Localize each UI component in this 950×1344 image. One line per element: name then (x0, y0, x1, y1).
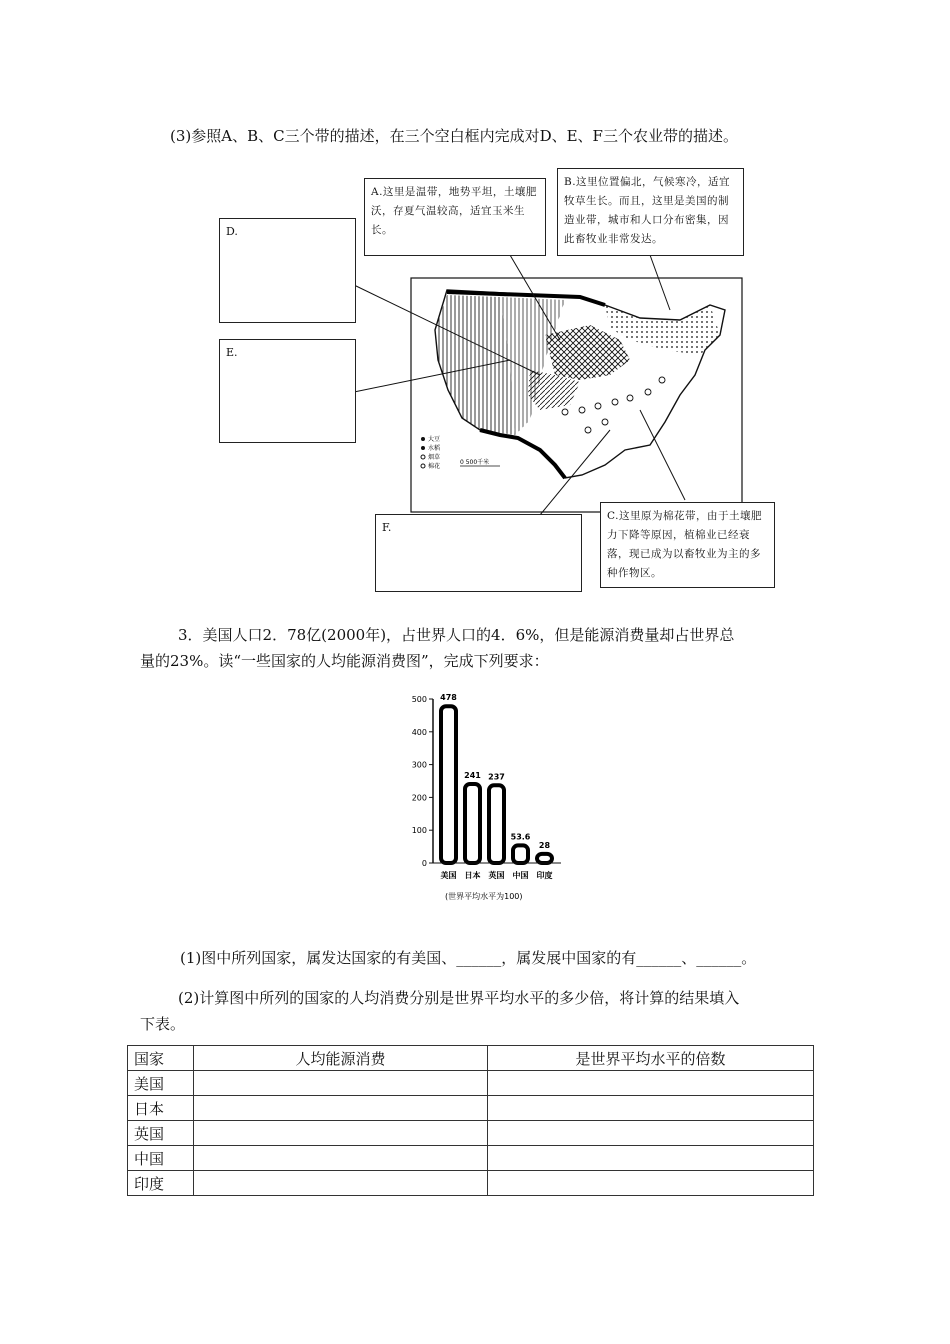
energy-cell[interactable] (194, 1146, 488, 1171)
energy-consumption-chart (400, 683, 600, 913)
energy-cell[interactable] (194, 1171, 488, 1196)
row-country: 印度 (128, 1171, 194, 1196)
table-row (128, 1146, 814, 1171)
y-tick-label: 300 (411, 760, 427, 770)
multiple-cell[interactable] (488, 1096, 814, 1121)
multiple-cell[interactable] (488, 1171, 814, 1196)
sub2-line2: 下表。 (140, 1015, 186, 1033)
value-label: 241 (464, 770, 481, 780)
table-header-row (128, 1046, 814, 1071)
q3-title: (3)参照A、B、C三个带的描述，在三个空白框内完成对D、E、F三个农业带的描述。 (170, 127, 738, 145)
energy-cell[interactable] (194, 1121, 488, 1146)
legend-cotton: 棉花 (428, 463, 441, 470)
y-tick-label: 100 (411, 826, 427, 836)
box-f[interactable] (375, 514, 582, 592)
box-e[interactable] (219, 339, 356, 443)
header-multiple: 是世界平均水平的倍数 (488, 1046, 814, 1071)
multiple-cell[interactable] (488, 1121, 814, 1146)
box-b-description: B.这里位置偏北，气候寒冷，适宜牧草生长。而且，这里是美国的制造业带，城市和人口分布密集，因此畜牧业非常发达。 (557, 168, 744, 256)
value-label: 28 (538, 840, 551, 850)
bar-日本 (465, 784, 480, 863)
legend-rice: 水稻 (428, 445, 441, 452)
multiple-cell[interactable] (488, 1146, 814, 1171)
table-row (128, 1071, 814, 1096)
box-d-label: D. (226, 225, 238, 238)
value-label: 237 (488, 772, 505, 782)
category-label: 中国 (512, 871, 529, 880)
q3-main-line1: 3．美国人口2．78亿(2000年)，占世界人口的4．6%，但是能源消费量却占世界总 (178, 626, 735, 644)
bar-英国 (489, 785, 504, 863)
sub1-text: (1)图中所列国家，属发达国家的有美国、______，属发展中国家的有______、______。 (180, 949, 757, 967)
box-d[interactable] (219, 218, 356, 323)
value-label: 478 (440, 693, 457, 703)
y-tick-label: 500 (411, 695, 427, 704)
y-tick-label: 0 (421, 859, 427, 868)
header-energy: 人均能源消费 (194, 1046, 488, 1071)
y-tick-label: 200 (411, 793, 427, 803)
row-country: 英国 (128, 1121, 194, 1146)
chart-caption: (世界平均水平为100) (445, 892, 523, 901)
energy-cell[interactable] (194, 1096, 488, 1121)
box-e-label: E. (226, 346, 238, 359)
category-label: 日本 (464, 871, 481, 880)
legend-soybean: 大豆 (428, 436, 441, 443)
table-row (128, 1121, 814, 1146)
category-label: 印度 (536, 871, 553, 880)
answer-table (127, 1045, 814, 1196)
box-a-description: A.这里是温带，地势平坦，土壤肥沃，存夏气温较高，适宜玉米生长。 (364, 178, 546, 256)
sub2-line1: (2)计算图中所列的国家的人均消费分别是世界平均水平的多少倍，将计算的结果填入 (178, 989, 740, 1007)
legend-tobacco: 烟草 (428, 454, 441, 461)
box-f-label: F. (382, 521, 392, 534)
category-label: 美国 (440, 871, 457, 880)
row-country: 日本 (128, 1096, 194, 1121)
bar-美国 (441, 706, 456, 863)
y-tick-label: 400 (411, 727, 427, 737)
table-row (128, 1171, 814, 1196)
q3-main-line2: 量的23%。读“一些国家的人均能源消费图”，完成下列要求： (140, 652, 549, 670)
map-scale: 0 500千米 (460, 459, 490, 466)
bar-印度 (537, 854, 552, 863)
row-country: 美国 (128, 1071, 194, 1096)
row-country: 中国 (128, 1146, 194, 1171)
box-c-description: C.这里原为棉花带，由于土壤肥力下降等原因，植棉业已经衰落，现已成为以畜牧业为主的多种作物区。 (600, 502, 775, 588)
category-label: 英国 (488, 871, 505, 880)
multiple-cell[interactable] (488, 1071, 814, 1096)
table-row (128, 1096, 814, 1121)
bar-中国 (513, 845, 528, 863)
header-country: 国家 (128, 1046, 194, 1071)
value-label: 53.6 (510, 832, 531, 842)
energy-cell[interactable] (194, 1071, 488, 1096)
